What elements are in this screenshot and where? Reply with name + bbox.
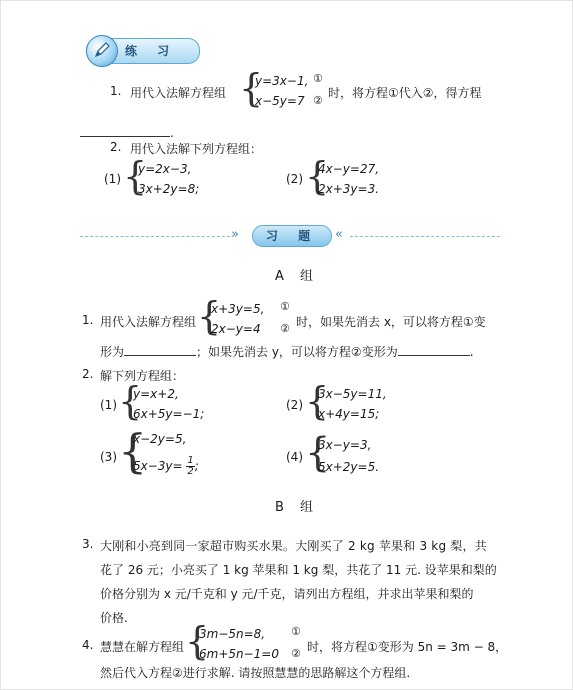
question-number: 1. <box>110 84 122 98</box>
question-number: 1. <box>82 313 94 327</box>
equation-2: x+4y=15; <box>318 407 380 421</box>
question-text: 时，将方程①变形为 5n = 3m − 8， <box>307 640 508 654</box>
exercises-header-label: 习 题 <box>252 225 332 247</box>
blank-line <box>124 355 196 356</box>
equation-1: 3x−y=3, <box>318 438 372 452</box>
group-b-title: B 组 <box>275 500 320 515</box>
equation-1: y=2x−3, <box>138 162 192 176</box>
question-text: 用代入法解方程组 <box>130 86 227 100</box>
equation-2: 2x−y=4 <box>211 322 261 336</box>
group-a-title: A 组 <box>275 269 320 284</box>
equation-marker: ② <box>313 94 323 107</box>
question-number: 4. <box>82 638 94 652</box>
brace-glyph: { <box>305 154 330 198</box>
brace-glyph: { <box>185 619 210 663</box>
question-line: 价格. <box>100 611 128 625</box>
equation-1: 4x−y=27, <box>318 162 380 176</box>
question-number: 2. <box>82 367 94 381</box>
fraction-numerator: 1 <box>187 455 194 466</box>
equation-2-wrap <box>133 456 199 477</box>
equation-1: y=3x−1, <box>255 74 309 88</box>
question-line: 大刚和小亮到同一家超市购买水果。大刚买了 2 kg 苹果和 3 kg 梨，共 <box>100 539 487 553</box>
equation-1: x+3y=5, <box>211 302 265 316</box>
punctuation: . <box>170 126 174 140</box>
sub-label: (1) <box>100 398 117 412</box>
brace-glyph: { <box>118 379 143 423</box>
equation-2: 6x+5y=−1; <box>133 407 205 421</box>
question-line: 花了 26 元；小亮买了 1 kg 苹果和 1 kg 梨，共花了 11 元. 设苹果和梨的 <box>100 563 497 577</box>
question-number: 2. <box>110 140 122 154</box>
divider-line-right <box>350 236 500 237</box>
equation-1: x−2y=5, <box>133 432 187 446</box>
brace-glyph: { <box>305 379 330 423</box>
equation-2: 3x+2y=8; <box>138 182 200 196</box>
sub-label: (2) <box>286 398 303 412</box>
question-number: 3. <box>82 537 94 551</box>
question-text: 时，如果先消去 x，可以将方程①变 <box>296 315 486 329</box>
question-text: 时，将方程①代入②，得方程 <box>328 86 482 100</box>
question-text: 慧慧在解方程组 <box>100 640 185 654</box>
equation-1: 3m−5n=8, <box>199 627 266 641</box>
brace-glyph: { <box>197 294 222 338</box>
chevron-icon: « <box>335 227 343 242</box>
punctuation: ; <box>194 459 199 473</box>
equation-marker: ① <box>291 625 301 638</box>
sub-label: (4) <box>286 450 303 464</box>
question-line: 价格分别为 x 元/千克和 y 元/千克，请列出方程组，并求出苹果和梨的 <box>100 587 474 601</box>
chevron-icon: » <box>231 227 239 242</box>
equation-1: 3x−5y=11, <box>318 387 387 401</box>
question-text: ；如果先消去 y，可以将方程②变形为 <box>196 345 398 359</box>
question-text: 解下列方程组： <box>100 369 185 383</box>
question-text: 形为 <box>100 345 125 359</box>
punctuation: . <box>469 345 474 359</box>
equation-2: 5x−3y= <box>133 459 183 473</box>
equation-1: y=x+2, <box>133 387 179 401</box>
equation-2: 6m+5n−1=0 <box>199 647 279 661</box>
equation-2: x−5y=7 <box>255 94 305 108</box>
equation-marker: ② <box>291 647 301 660</box>
equation-marker: ② <box>280 322 290 335</box>
brace-glyph: { <box>239 66 264 110</box>
blank-line <box>398 355 470 356</box>
blank-line <box>80 136 170 137</box>
equation-marker: ① <box>280 300 290 313</box>
brace-glyph: { <box>123 154 148 198</box>
answer-blank <box>80 126 174 140</box>
equation-2: 5x+2y=5. <box>318 460 380 474</box>
question-text: 用代入法解方程组 <box>100 315 197 329</box>
fraction-denominator: 2 <box>187 466 194 477</box>
sub-label: (3) <box>100 450 117 464</box>
answer-line <box>100 343 474 360</box>
practice-header-label: 练 习 <box>125 44 178 58</box>
equation-marker: ① <box>313 72 323 85</box>
brace-glyph: { <box>118 424 148 478</box>
fraction <box>186 456 194 477</box>
sub-label: (2) <box>286 172 303 186</box>
pencil-icon <box>92 40 112 60</box>
sub-label: (1) <box>104 172 121 186</box>
question-line: 然后代入方程②进行求解. 请按照慧慧的思路解这个方程组. <box>100 666 411 680</box>
equation-2: 2x+3y=3. <box>318 182 380 196</box>
question-text: 用代入法解下列方程组： <box>130 142 263 156</box>
brace-glyph: { <box>305 430 331 476</box>
divider-line-left <box>80 236 230 237</box>
